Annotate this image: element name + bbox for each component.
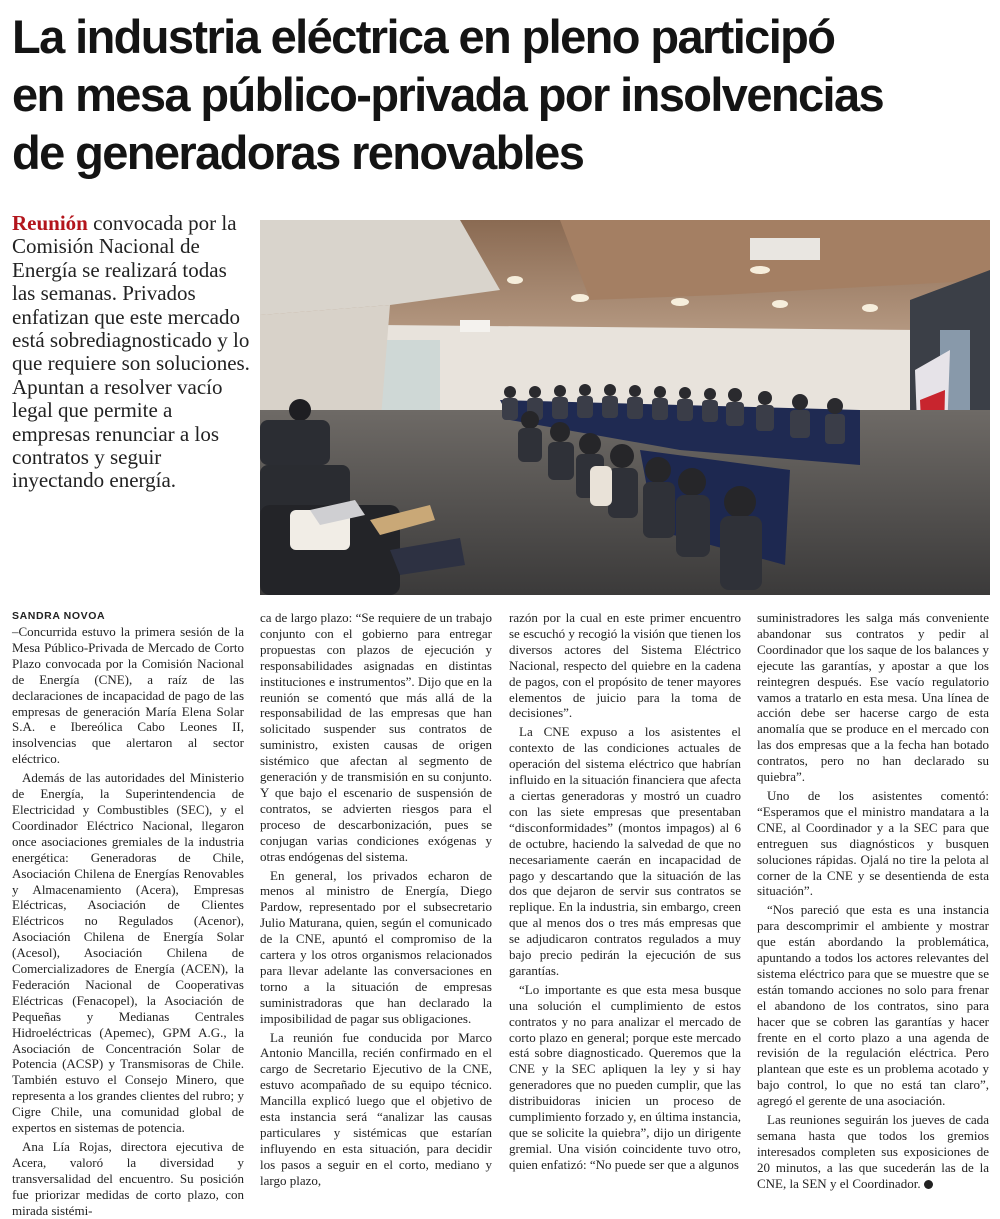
article-column-2 bbox=[260, 610, 492, 1188]
article-column-4 bbox=[757, 610, 989, 1191]
end-of-article-icon bbox=[924, 1180, 933, 1189]
lead-kicker: Reunión bbox=[12, 211, 88, 235]
byline: SANDRA NOVOA bbox=[12, 610, 106, 622]
headline-line-2: en mesa público-privada por insolvencias bbox=[12, 68, 884, 121]
headline-line-3: de generadoras renovables bbox=[12, 126, 584, 179]
article-paragraph: Ana Lía Rojas, directora ejecutiva de Acera, valoró la diversidad y transversalidad del encuentro. Su posición fue priorizar medidas de corto plazo, con mirada sistémi- bbox=[12, 1139, 244, 1218]
article-paragraph: “Lo importante es que esta mesa busque una solución el cumplimiento de estos contratos y no para analizar el mercado de corto plazo en general; porque este mercado está sobre diagnosticado. Queremos que la CNE y la SEC apliquen la ley y si hay generadores que no pueden cumplir, que las distribuidoras inicien un proceso de cumplimiento forzado y, en última instancia, que se solicite la quiebra”, dijo un dirigente gremial. Una visión coincidente tuvo otro, quien enfatizó: “No puede ser que a algunos bbox=[509, 981, 742, 1172]
article-paragraph: –Concurrida estuvo la primera sesión de la Mesa Público-Privada de Mercado de Corto Plazo convocada por la Comisión Nacional de Energía (CNE), a raíz de las declaraciones de incapacidad de pago de las empresas de generación María Elena Solar S.A. e Ibereólica Cabo Leones II, insolvencias que alertaron al sector eléctrico. bbox=[12, 624, 244, 767]
meeting-photo-illustration bbox=[260, 220, 990, 595]
meeting-photo bbox=[260, 220, 990, 595]
article-paragraph: Además de las autoridades del Ministerio de Energía, la Superintendencia de Electricidad y Combustibles (SEC), y el Coordinador Eléctrico Nacional, llegaron once asociaciones gremiales de la industria energética: Generadoras de Chile, Asociación Chilena de Energías Renovables y Almacenamiento (Acera), Empresas Eléctricas, Asociación de Clientes Eléctricos no Regulados (Acenor), Asociación Chilena de Energía Solar (Acesol), Asociación Chilena de Comercializadores de Energía (ACEN), la Federación Nacional de Cooperativas Eléctricas (Fenacopel), la Asociación de Pequeñas y Medianas Centrales Hidroeléctricas (Apemec), GPM A.G., la Asociación de Concentración Solar de Potencia (ACSP) y Transmisoras de Chile. También estuvo el Consejo Minero, que representa a los grandes clientes del rubro; y Cigre Chile, una comunidad global de expertos en sistemas de potencia. bbox=[12, 770, 244, 1136]
lead-text: convocada por la Comisión Nacional de Energía se realizará todas las semanas. Privados enfatizan que este mercado está sobrediagnosticado y lo que requiere son soluciones. Apuntan a resolver vacío legal que permite a empresas renunciar a los contratos y seguir inyectando energía. bbox=[12, 211, 250, 493]
article-paragraph: razón por la cual en este primer encuentro se escuchó y recogió la visión que tienen los diversos actores del Sistema Eléctrico Nacional, respecto del quiebre en la cadena de pagos, con el propósito de tener mayores elementos de juicio para la toma de decisiones”. bbox=[509, 610, 741, 721]
article-paragraph: La CNE expuso a los asistentes el contexto de las condiciones actuales de operación del sistema eléctrico que habrían influido en la situación financiera que afecta a ciertas generadoras y mostró un cuadro con las siete empresas que presentaban “disconformidades” (montos impagos) al 6 de octubre, haciendo la salvedad de que no necesariamente caerán en incapacidad de pago y descartando que la situación de las dos que dejaron de servir sus contratos se replique. En la industria, sin embargo, creen que al menos dos o tres más empresas que se adjudicaron contratos regulados a muy bajo precio pedirán la ejecución de sus garantías. bbox=[509, 724, 741, 978]
article-paragraph: “Nos pareció que esta es una instancia para descomprimir el ambiente y mostrar que están abordando la problemática, apuntando a todos los actores relevantes del sistema eléctrico para que se muestre que se están tomando acciones no solo para frenar el abandono de los contratos, sino para hacer que se cobren las garantías y hacer frente en el corto plazo a una agenda de revisión de la regulación eléctrica. Pero plantean que este es un problema acotado y bajo control, lo que no está tan claro”, agregó el gerente de una asociación. bbox=[757, 902, 989, 1109]
article-paragraph: suministradores les salga más conveniente abandonar sus contratos y pedir al Coordinador que los saque de los balances y ejecute las garantías, y apostar a que los reintegren después. Ese vacío regulatorio vamos a tratarlo en esta mesa. Una línea de acción debe ser hacerse cargo de esta anomalía que se produce en el mercado con las dos empresas que a la fecha han botado contratos, pero no han declarado su quiebra”. bbox=[757, 610, 989, 785]
article-paragraph-last bbox=[757, 1112, 989, 1192]
headline-line-1: La industria eléctrica en pleno participó bbox=[12, 10, 835, 63]
lead-paragraph bbox=[12, 212, 250, 493]
article-paragraph: En general, los privados echaron de menos al ministro de Energía, Diego Pardow, representado por el subsecretario Julio Maturana, quien, según el comunicado de la CNE, apuntó el compromiso de la cartera y los otros organismos relacionados para llevar adelante las conversaciones en torno a la situación de empresas suministradoras que han declarado la imposibilidad de pagar sus obligaciones. bbox=[260, 867, 492, 1026]
article-paragraph: Uno de los asistentes comentó: “Esperamos que el ministro mandatara a la CNE, al Coordinador y a la SEC para que entreguen sus diagnósticos y busquen soluciones rápidas. Ojalá no tire la pelota al corner de la CNE y se desentienda de esta situación”. bbox=[757, 787, 989, 899]
article-paragraph-last-text: Las reuniones seguirán los jueves de cada semana hasta que todos los gremios interesados completen sus exposiciones de 20 minutos, a las que sucederán las de la CNE, la SEN y el Coordinador. bbox=[757, 1112, 989, 1191]
article-paragraph: ca de largo plazo: “Se requiere de un trabajo conjunto con el gobierno para entregar propuestas con plazos de ejecución y responsabilidades asignadas en distintas instituciones e instrumentos”. Dijo que en la reunión se comentó que más allá de la responsabilidad de las empresas que han solicitado suspender sus contratos de suministro, existen causas de origen sistémico que afectan al segmento de generación y de transmisión en su conjunto. Y que bajo el escenario de suspensión de contratos, se advierten riesgos para el proceso de descarbonización, pues se conjugan varias condiciones exógenas y otras endógenas del sistema. bbox=[260, 610, 492, 864]
article-paragraph: La reunión fue conducida por Marco Antonio Mancilla, recién confirmado en el cargo de Secretario Ejecutivo de la CNE, estuvo acompañado de su equipo técnico. Mancilla explicó luego que el objetivo de esta instancia será “analizar las causas particulares y sistémicas que estarían influyendo en esta situación, para decidir los pasos a seguir en el corto, mediano y largo plazo, bbox=[260, 1029, 492, 1188]
article-column-3 bbox=[509, 610, 742, 1172]
headline bbox=[12, 8, 992, 182]
article-column-1 bbox=[12, 624, 244, 1218]
